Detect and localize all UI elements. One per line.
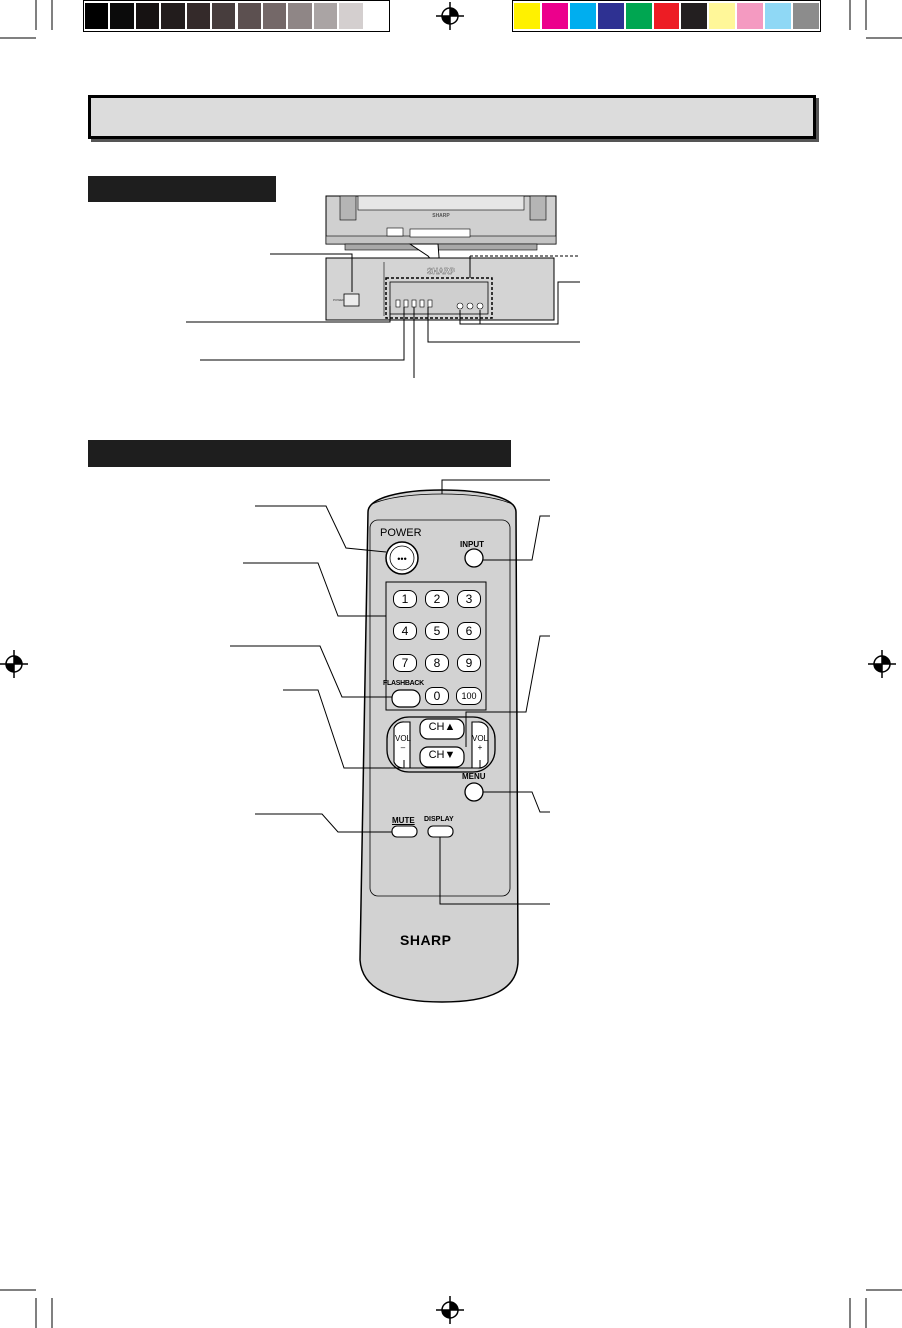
digit-4-button[interactable]: 4: [393, 622, 417, 640]
digit-8-button[interactable]: 8: [425, 654, 449, 672]
digit-6-button[interactable]: 6: [457, 622, 481, 640]
display-button[interactable]: [428, 826, 453, 837]
flashback-button[interactable]: [392, 690, 420, 707]
power-button[interactable]: [386, 542, 418, 574]
digit-1-button[interactable]: 1: [393, 590, 417, 608]
tv-power-label: POWER: [333, 298, 345, 302]
vol-minus-sign: –: [400, 743, 406, 752]
mute-label: MUTE: [392, 816, 415, 825]
digit-5-button[interactable]: 5: [425, 622, 449, 640]
digit-2-button[interactable]: 2: [425, 590, 449, 608]
digit-9-button[interactable]: 9: [457, 654, 481, 672]
vol-minus-button[interactable]: [394, 734, 412, 752]
tv-panel-brand-logo: SHARP: [426, 267, 456, 276]
vol-plus-label: VOL: [471, 734, 488, 743]
digit-0-button[interactable]: 0: [425, 687, 449, 705]
vol-minus-label: VOL: [394, 734, 411, 743]
flashback-label: FLASHBACK: [383, 680, 424, 687]
input-button[interactable]: [465, 549, 483, 567]
digit-3-button[interactable]: 3: [457, 590, 481, 608]
digit-7-button[interactable]: 7: [393, 654, 417, 672]
menu-button[interactable]: [465, 783, 483, 801]
svg-text:•••: •••: [397, 554, 407, 564]
remote-brand-logo: SHARP: [400, 932, 452, 948]
power-label: POWER: [380, 527, 422, 539]
ch-up-button[interactable]: CH▲: [428, 721, 456, 733]
ch-down-button[interactable]: CH▼: [428, 749, 456, 761]
vol-plus-sign: +: [477, 743, 483, 752]
menu-label: MENU: [462, 772, 486, 781]
tv-top-brand-logo: SHARP: [432, 213, 450, 219]
input-label: INPUT: [460, 540, 484, 549]
vol-plus-button[interactable]: [471, 734, 489, 752]
digit-100-button[interactable]: 100: [456, 687, 482, 705]
display-label: DISPLAY: [424, 816, 454, 823]
mute-button[interactable]: [392, 826, 417, 837]
